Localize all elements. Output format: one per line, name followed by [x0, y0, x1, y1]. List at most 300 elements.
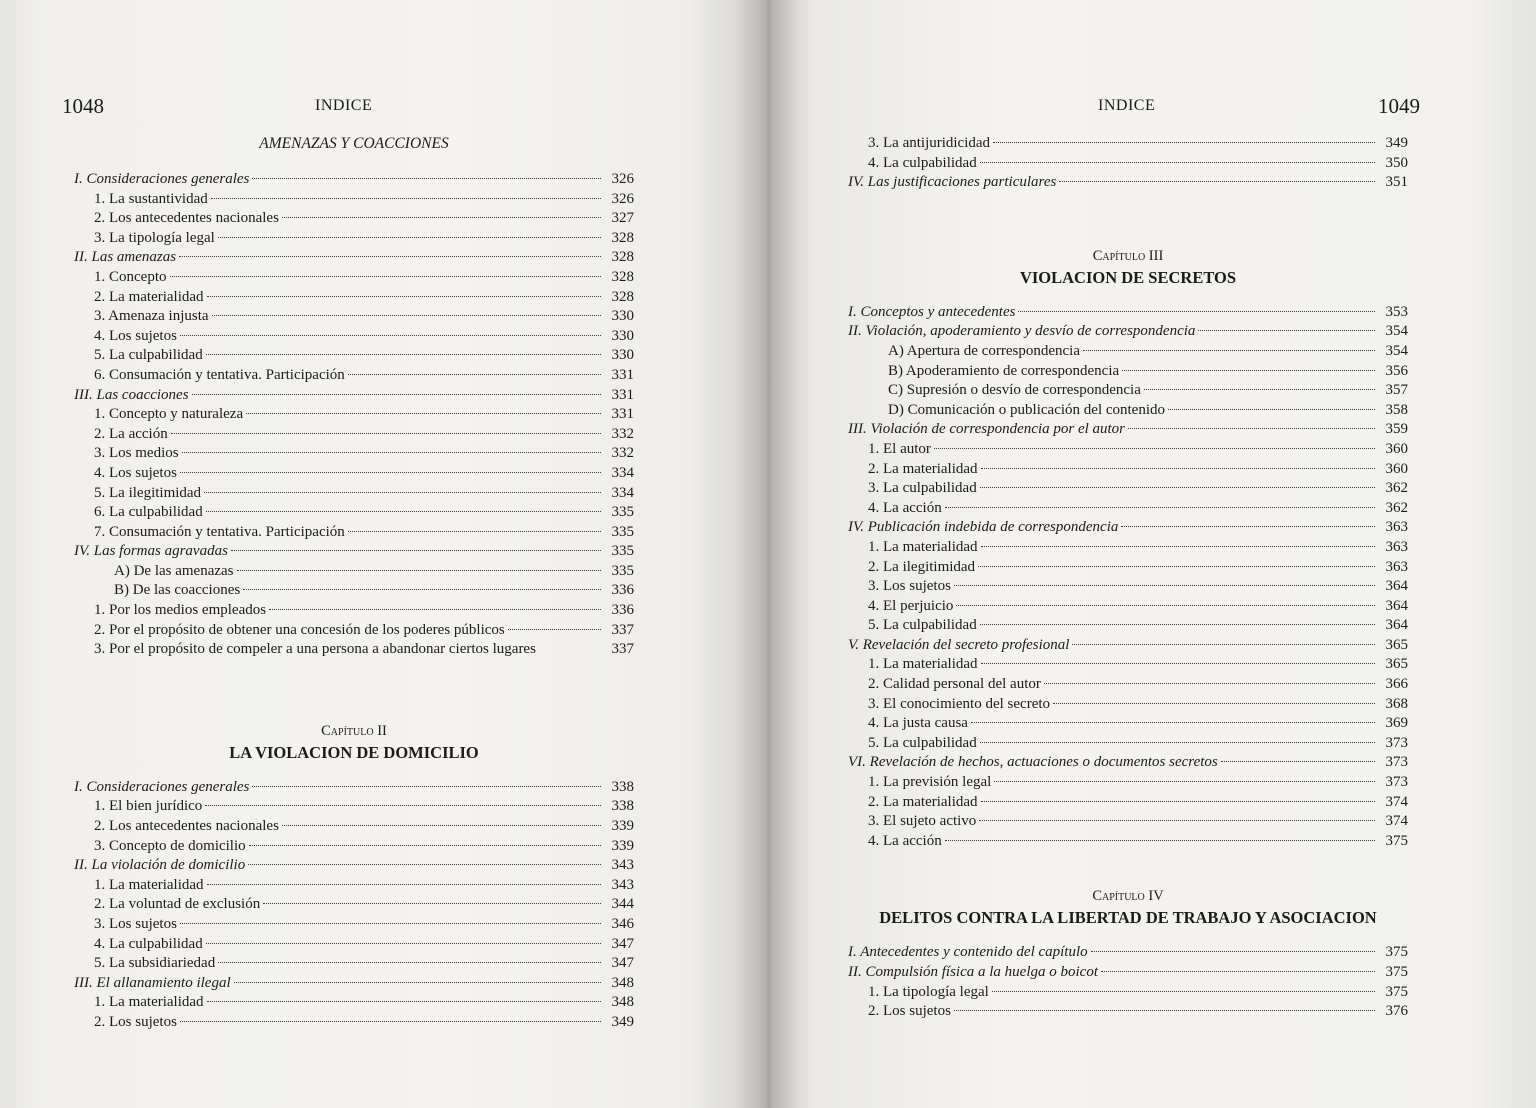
- toc-entry-page: 328: [611, 249, 634, 266]
- toc-entry-page: 332: [611, 445, 634, 462]
- toc-entry-label: 1. La materialidad: [94, 994, 204, 1011]
- toc-entry-label: 4. La culpabilidad: [868, 154, 977, 171]
- toc-entry-page: 330: [611, 327, 634, 344]
- leader-dots: [981, 663, 1375, 664]
- toc-entry-page: 335: [611, 504, 634, 521]
- toc-entry-page: 363: [1385, 519, 1408, 536]
- spacer: [848, 851, 1408, 885]
- right-page: [768, 0, 1536, 1108]
- toc-entry-page: 349: [1385, 135, 1408, 151]
- toc-entry-page: 328: [611, 288, 634, 305]
- toc-entry: [848, 362, 1408, 382]
- leader-dots: [171, 433, 601, 434]
- toc-entry-label: 1. La previsión legal: [868, 774, 992, 791]
- toc-entry-label: C) Supresión o desvío de correspondencia: [888, 382, 1141, 399]
- leader-dots: [218, 962, 601, 963]
- toc-entry: [74, 248, 634, 268]
- leader-dots: [211, 198, 601, 199]
- toc-entry-label: 3. Los medios: [94, 445, 179, 462]
- toc-entry-label: 6. Consumación y tentativa. Participación: [94, 366, 345, 383]
- toc-entry: [74, 974, 634, 994]
- toc-entry: [848, 963, 1408, 983]
- leader-dots: [980, 162, 1375, 163]
- toc-entry-page: 336: [611, 602, 634, 619]
- toc-entry-label: 5. La culpabilidad: [94, 347, 203, 364]
- leader-dots: [218, 237, 601, 238]
- leader-dots: [179, 256, 601, 257]
- toc-entry-page: 360: [1385, 460, 1408, 477]
- toc-entry-page: 365: [1385, 656, 1408, 673]
- toc-entry-label: 4. El perjuicio: [868, 597, 954, 614]
- leader-dots: [249, 845, 601, 846]
- toc-entry: [848, 943, 1408, 963]
- leader-dots: [180, 472, 601, 473]
- toc-entry: [848, 983, 1408, 1003]
- toc-entry-page: 347: [611, 955, 634, 972]
- leader-dots: [243, 589, 601, 590]
- toc-entry: [848, 753, 1408, 773]
- leader-dots: [978, 566, 1375, 567]
- toc-entry-label: 1. La materialidad: [868, 656, 978, 673]
- chapter-title: DELITOS CONTRA LA LIBERTAD DE TRABAJO Y ASOCIACION: [879, 908, 1377, 928]
- toc-entry: [74, 268, 634, 288]
- toc-entry-label: 2. La materialidad: [94, 288, 204, 305]
- toc-entry-page: 348: [611, 974, 634, 991]
- toc-entry: [74, 895, 634, 915]
- leader-dots: [192, 394, 601, 395]
- toc-entry-label: 2. La ilegitimidad: [868, 558, 976, 575]
- toc-entry-label: 3. Amenaza injusta: [94, 308, 209, 325]
- toc-entry: [74, 288, 634, 308]
- toc-entry-page: 373: [1385, 734, 1408, 751]
- leader-dots: [252, 786, 601, 787]
- leader-dots: [252, 178, 601, 179]
- toc-entry-label: D) Comunicación o publicación del contenido: [888, 401, 1166, 418]
- leader-dots: [1059, 181, 1375, 182]
- toc-entry: [74, 425, 634, 445]
- toc-entry: [848, 714, 1408, 734]
- toc-entry: [74, 405, 634, 425]
- chapter-title: VIOLACION DE SECRETOS: [1019, 267, 1237, 287]
- toc-entry-page: 363: [1385, 538, 1408, 555]
- toc-entry-label: V. Revelación del secreto profesional: [848, 636, 1070, 653]
- toc-entry-page: 326: [611, 171, 634, 187]
- toc-entry-label: II. Compulsión física a la huelga o boicot: [848, 964, 1098, 980]
- toc-entry-label: 1. Por los medios empleados: [94, 602, 267, 619]
- leader-dots: [204, 492, 601, 493]
- leader-dots: [212, 315, 601, 316]
- leader-dots: [206, 943, 601, 944]
- leader-dots: [1168, 409, 1375, 410]
- toc-entry-page: 373: [1385, 774, 1408, 791]
- leader-dots: [1144, 389, 1375, 390]
- toc-entry: [848, 134, 1408, 154]
- toc-entry-page: 366: [1385, 676, 1408, 693]
- toc-entry-label: I. Consideraciones generales: [74, 778, 250, 795]
- toc-entry: [74, 1013, 634, 1033]
- toc-entry: [848, 812, 1408, 832]
- leader-dots: [994, 781, 1375, 782]
- toc-entry: [848, 793, 1408, 813]
- toc-entry: [848, 440, 1408, 460]
- toc-entry: [74, 993, 634, 1013]
- leader-dots: [954, 585, 1375, 586]
- leader-dots: [234, 982, 601, 983]
- toc-entry-label: IV. Las justificaciones particulares: [848, 174, 1057, 191]
- toc-entry: [848, 655, 1408, 675]
- toc-entry-label: 1. Concepto y naturaleza: [94, 406, 244, 423]
- toc-entry-label: 1. La materialidad: [94, 876, 204, 893]
- leader-dots: [1053, 703, 1375, 704]
- leader-dots: [180, 923, 601, 924]
- toc-entry-page: 353: [1385, 303, 1408, 320]
- toc-entry-label: 3. El conocimiento del secreto: [868, 695, 1051, 712]
- toc-entry-page: 332: [611, 425, 634, 442]
- toc-entry-page: 362: [1385, 499, 1408, 516]
- toc-entry-page: 375: [1385, 832, 1408, 849]
- toc-entry-label: II. Las amenazas: [74, 249, 177, 266]
- toc-entry: [74, 797, 634, 817]
- toc-entry-page: 336: [611, 582, 634, 599]
- toc-entry-label: A) Apertura de correspondencia: [888, 342, 1080, 359]
- toc-entry-page: 356: [1385, 362, 1408, 379]
- toc-entry-page: 358: [1385, 401, 1408, 418]
- toc-entry: [74, 837, 634, 857]
- leader-dots: [971, 722, 1375, 723]
- toc-entry: [74, 307, 634, 327]
- toc-entry: [74, 817, 634, 837]
- toc-entry-page: 375: [1385, 964, 1408, 980]
- toc-entry-label: 3. Por el propósito de compeler a una persona a abandonar ciertos lugares: [94, 641, 536, 658]
- leader-dots: [231, 550, 601, 551]
- leader-dots: [508, 629, 601, 630]
- leader-dots: [180, 1021, 601, 1022]
- toc-entry-label: 4. La acción: [868, 499, 942, 516]
- toc-entry-page: 339: [611, 837, 634, 854]
- toc-entry: [74, 621, 634, 641]
- toc-entry-page: 368: [1385, 695, 1408, 712]
- toc-entry-label: I. Antecedentes y contenido del capítulo: [848, 944, 1088, 961]
- toc-entry-label: 2. Los sujetos: [868, 1003, 951, 1020]
- toc-entry-page: 349: [611, 1013, 634, 1030]
- toc-entry-page: 364: [1385, 578, 1408, 595]
- toc-entry: [74, 327, 634, 347]
- toc-entry-page: 330: [611, 347, 634, 364]
- toc-entry: [848, 1002, 1408, 1022]
- toc-entry: [848, 675, 1408, 695]
- toc-entry-page: 337: [611, 621, 634, 638]
- toc-entry: [848, 518, 1408, 538]
- toc-entry-page: 326: [611, 190, 634, 207]
- toc-entry-page: 331: [611, 366, 634, 383]
- leader-dots: [993, 142, 1375, 143]
- toc-entry: [848, 420, 1408, 440]
- toc-list: [74, 170, 634, 660]
- leader-dots: [282, 217, 601, 218]
- toc-entry-page: 369: [1385, 715, 1408, 732]
- toc-entry: [848, 734, 1408, 754]
- toc-entry-page: 343: [611, 857, 634, 874]
- toc-entry: [848, 636, 1408, 656]
- toc-entry-label: 4. Los sujetos: [94, 327, 177, 344]
- toc-entry: [74, 601, 634, 621]
- toc-entry: [848, 154, 1408, 174]
- leader-dots: [980, 624, 1375, 625]
- toc-entry-page: 374: [1385, 793, 1408, 810]
- toc-entry-label: 2. La acción: [94, 425, 168, 442]
- toc-entry: [848, 832, 1408, 852]
- toc-entry-label: 1. El bien jurídico: [94, 798, 203, 815]
- toc-entry-page: 375: [1385, 944, 1408, 961]
- toc-entry-label: VI. Revelación de hechos, actuaciones o documentos secretos: [848, 754, 1218, 771]
- leader-dots: [248, 864, 601, 865]
- leader-dots: [945, 507, 1375, 508]
- toc-entry: [74, 503, 634, 523]
- toc-entry-page: 334: [611, 484, 634, 501]
- page-number: 1049: [1378, 94, 1420, 118]
- toc-entry-page: 338: [611, 778, 634, 795]
- toc-entry: [848, 381, 1408, 401]
- leader-dots: [246, 413, 601, 414]
- toc-entry-page: 328: [611, 268, 634, 285]
- toc-entry-page: 375: [1385, 983, 1408, 1000]
- toc-entry-page: 337: [611, 641, 634, 658]
- toc-entry: [74, 562, 634, 582]
- leader-dots: [1083, 350, 1375, 351]
- leader-dots: [207, 1001, 601, 1002]
- toc-entry: [74, 346, 634, 366]
- toc-entry: [848, 499, 1408, 519]
- leader-dots: [205, 805, 601, 806]
- toc-entry: [848, 538, 1408, 558]
- leader-dots: [269, 609, 601, 610]
- leader-dots: [182, 452, 601, 453]
- toc-entry-label: 2. La voluntad de exclusión: [94, 896, 261, 913]
- toc-entry-page: 350: [1385, 154, 1408, 171]
- toc-entry-page: 348: [611, 994, 634, 1011]
- toc-entry-label: 4. Los sujetos: [94, 464, 177, 481]
- toc-entry-label: 3. El sujeto activo: [868, 813, 977, 830]
- toc-entry-label: 2. Por el propósito de obtener una concesión de los poderes públicos: [94, 621, 505, 638]
- toc-entry-label: III. Violación de correspondencia por el autor: [848, 421, 1126, 438]
- toc-entry-page: 354: [1385, 323, 1408, 340]
- leader-dots: [1198, 330, 1375, 331]
- toc-entry-label: 2. Los sujetos: [94, 1013, 177, 1030]
- toc-entry-page: 364: [1385, 597, 1408, 614]
- toc-entry-page: 373: [1385, 754, 1408, 771]
- toc-entry-page: 374: [1385, 813, 1408, 830]
- toc-entry-page: 351: [1385, 174, 1408, 191]
- leader-dots: [1221, 761, 1375, 762]
- toc-entry-label: 3. La antijuridicidad: [868, 135, 991, 151]
- toc-entry-page: 376: [1385, 1003, 1408, 1020]
- toc-entry-label: 2. La materialidad: [868, 793, 978, 810]
- toc-entry-page: 364: [1385, 617, 1408, 634]
- leader-dots: [1122, 370, 1375, 371]
- toc-entry-label: B) Apoderamiento de correspondencia: [888, 362, 1120, 379]
- toc-entry-label: 1. El autor: [868, 440, 931, 457]
- leader-dots: [206, 511, 601, 512]
- toc-entry: [848, 342, 1408, 362]
- toc-entry-page: 334: [611, 464, 634, 481]
- leader-dots: [282, 825, 601, 826]
- toc-entry-label: 5. La culpabilidad: [868, 617, 977, 634]
- toc-entry-label: II. La violación de domicilio: [74, 857, 246, 874]
- toc-entry-label: 2. La materialidad: [868, 460, 978, 477]
- toc-entry-page: 347: [611, 935, 634, 952]
- toc-entry-page: 327: [611, 210, 634, 227]
- toc-entry: [74, 464, 634, 484]
- toc-entry: [74, 444, 634, 464]
- toc-entry-page: 328: [611, 229, 634, 246]
- toc-entry-label: 2. Los antecedentes nacionales: [94, 210, 279, 227]
- toc-entry-label: 3. La tipología legal: [94, 229, 215, 246]
- toc-entry: [74, 935, 634, 955]
- toc-entry-label: 3. La culpabilidad: [868, 480, 977, 497]
- leader-dots: [981, 546, 1375, 547]
- toc-entry-page: 339: [611, 818, 634, 835]
- toc-list: [74, 778, 634, 1033]
- page-number: 1048: [62, 94, 104, 118]
- toc-entry: [74, 778, 634, 798]
- toc-entry-label: A) De las amenazas: [114, 562, 234, 579]
- toc-entry-label: 5. La subsidiariedad: [94, 955, 216, 972]
- leader-dots: [979, 820, 1375, 821]
- toc-entry-label: II. Violación, apoderamiento y desvío de correspondencia: [848, 323, 1196, 340]
- toc-entry-label: 3. Los sujetos: [868, 578, 951, 595]
- leader-dots: [945, 840, 1375, 841]
- toc-entry-page: 331: [611, 386, 634, 403]
- toc-entry: [74, 366, 634, 386]
- chapter-label: Capítulo IV: [1092, 888, 1164, 905]
- toc-entry: [74, 523, 634, 543]
- toc-list: [848, 134, 1408, 193]
- toc-entry-label: 7. Consumación y tentativa. Participación: [94, 523, 345, 540]
- leader-dots: [348, 374, 601, 375]
- leader-dots: [237, 570, 601, 571]
- leader-dots: [1101, 971, 1375, 972]
- toc-entry-label: III. Las coacciones: [74, 386, 189, 403]
- toc-list: [848, 303, 1408, 852]
- toc-entry-page: 338: [611, 798, 634, 815]
- toc-entry-label: 1. La materialidad: [868, 538, 978, 555]
- toc-entry-label: 3. Los sujetos: [94, 916, 177, 932]
- toc-entry: [74, 542, 634, 562]
- leader-dots: [180, 335, 601, 336]
- leader-dots: [1072, 644, 1375, 645]
- toc-entry-page: 363: [1385, 558, 1408, 575]
- spacer: [74, 660, 634, 720]
- leader-dots: [207, 296, 601, 297]
- toc-entry-page: 365: [1385, 636, 1408, 653]
- toc-entry: [74, 229, 634, 249]
- leader-dots: [981, 801, 1375, 802]
- toc-entry-label: 2. Calidad personal del autor: [868, 676, 1041, 693]
- toc-entry: [848, 303, 1408, 323]
- toc-entry: [848, 322, 1408, 342]
- toc-entry-page: 331: [611, 406, 634, 423]
- leader-dots: [1121, 526, 1375, 527]
- leader-dots: [1128, 428, 1375, 429]
- leader-dots: [1091, 951, 1375, 952]
- toc-entry-page: 335: [611, 523, 634, 540]
- toc-entry: [74, 386, 634, 406]
- toc-entry-page: 354: [1385, 342, 1408, 359]
- toc-entry: [74, 915, 634, 935]
- chapter-label: Capítulo II: [321, 722, 387, 739]
- leader-dots: [981, 468, 1375, 469]
- toc-entry-label: 1. La tipología legal: [868, 983, 989, 1000]
- toc-entry: [848, 173, 1408, 193]
- toc-entry: [848, 773, 1408, 793]
- toc-entry-label: 4. La culpabilidad: [94, 935, 203, 952]
- leader-dots: [1018, 311, 1375, 312]
- section-title: AMENAZAS Y COACCIONES: [259, 135, 449, 152]
- leader-dots: [206, 354, 601, 355]
- toc-entry-label: 2. Los antecedentes nacionales: [94, 818, 279, 835]
- toc-entry: [848, 597, 1408, 617]
- toc-entry-label: IV. Publicación indebida de correspondencia: [848, 519, 1119, 536]
- toc-entry-label: I. Conceptos y antecedentes: [848, 303, 1016, 320]
- toc-entry: [848, 577, 1408, 597]
- toc-entry-page: 362: [1385, 480, 1408, 497]
- toc-entry-label: 6. La culpabilidad: [94, 504, 203, 521]
- toc-entry-label: I. Consideraciones generales: [74, 171, 250, 187]
- toc-entry-page: 335: [611, 562, 634, 579]
- toc-entry-label: 1. La sustantividad: [94, 190, 208, 207]
- toc-entry-label: 4. La justa causa: [868, 715, 968, 732]
- toc-entry: [848, 401, 1408, 421]
- toc-entry-page: 330: [611, 308, 634, 325]
- toc-list: [848, 943, 1408, 1021]
- spacer: [848, 193, 1408, 245]
- toc-entry: [74, 856, 634, 876]
- toc-entry-page: 344: [611, 896, 634, 913]
- toc-entry-label: 1. Concepto: [94, 268, 167, 285]
- chapter-title: LA VIOLACION DE DOMICILIO: [229, 742, 479, 762]
- toc-entry: [848, 558, 1408, 578]
- toc-entry-label: B) De las coacciones: [114, 582, 241, 599]
- toc-entry-label: 3. Concepto de domicilio: [94, 837, 246, 854]
- leader-dots: [348, 531, 601, 532]
- leader-dots: [954, 1010, 1375, 1011]
- toc-entry-label: IV. Las formas agravadas: [74, 543, 228, 560]
- toc-entry-label: 5. La ilegitimidad: [94, 484, 202, 501]
- leader-dots: [980, 742, 1375, 743]
- toc-entry: [74, 484, 634, 504]
- leader-dots: [934, 448, 1375, 449]
- toc-entry-label: III. El allanamiento ilegal: [74, 974, 231, 991]
- toc-entry-page: 360: [1385, 440, 1408, 457]
- leader-dots: [207, 884, 601, 885]
- toc-entry-page: 335: [611, 543, 634, 560]
- toc-entry-page: 359: [1385, 421, 1408, 438]
- leader-dots: [956, 605, 1375, 606]
- toc-entry-label: 4. La acción: [868, 832, 942, 849]
- toc-entry: [74, 581, 634, 601]
- toc-right: [848, 134, 1408, 1022]
- leader-dots: [980, 487, 1375, 488]
- toc-entry: [74, 640, 634, 660]
- leader-dots: [992, 991, 1375, 992]
- toc-entry: [848, 460, 1408, 480]
- toc-entry: [848, 479, 1408, 499]
- toc-left: [74, 134, 634, 1033]
- chapter-label: Capítulo III: [1092, 247, 1164, 264]
- toc-entry: [848, 695, 1408, 715]
- toc-entry: [74, 190, 634, 210]
- toc-entry: [74, 170, 634, 190]
